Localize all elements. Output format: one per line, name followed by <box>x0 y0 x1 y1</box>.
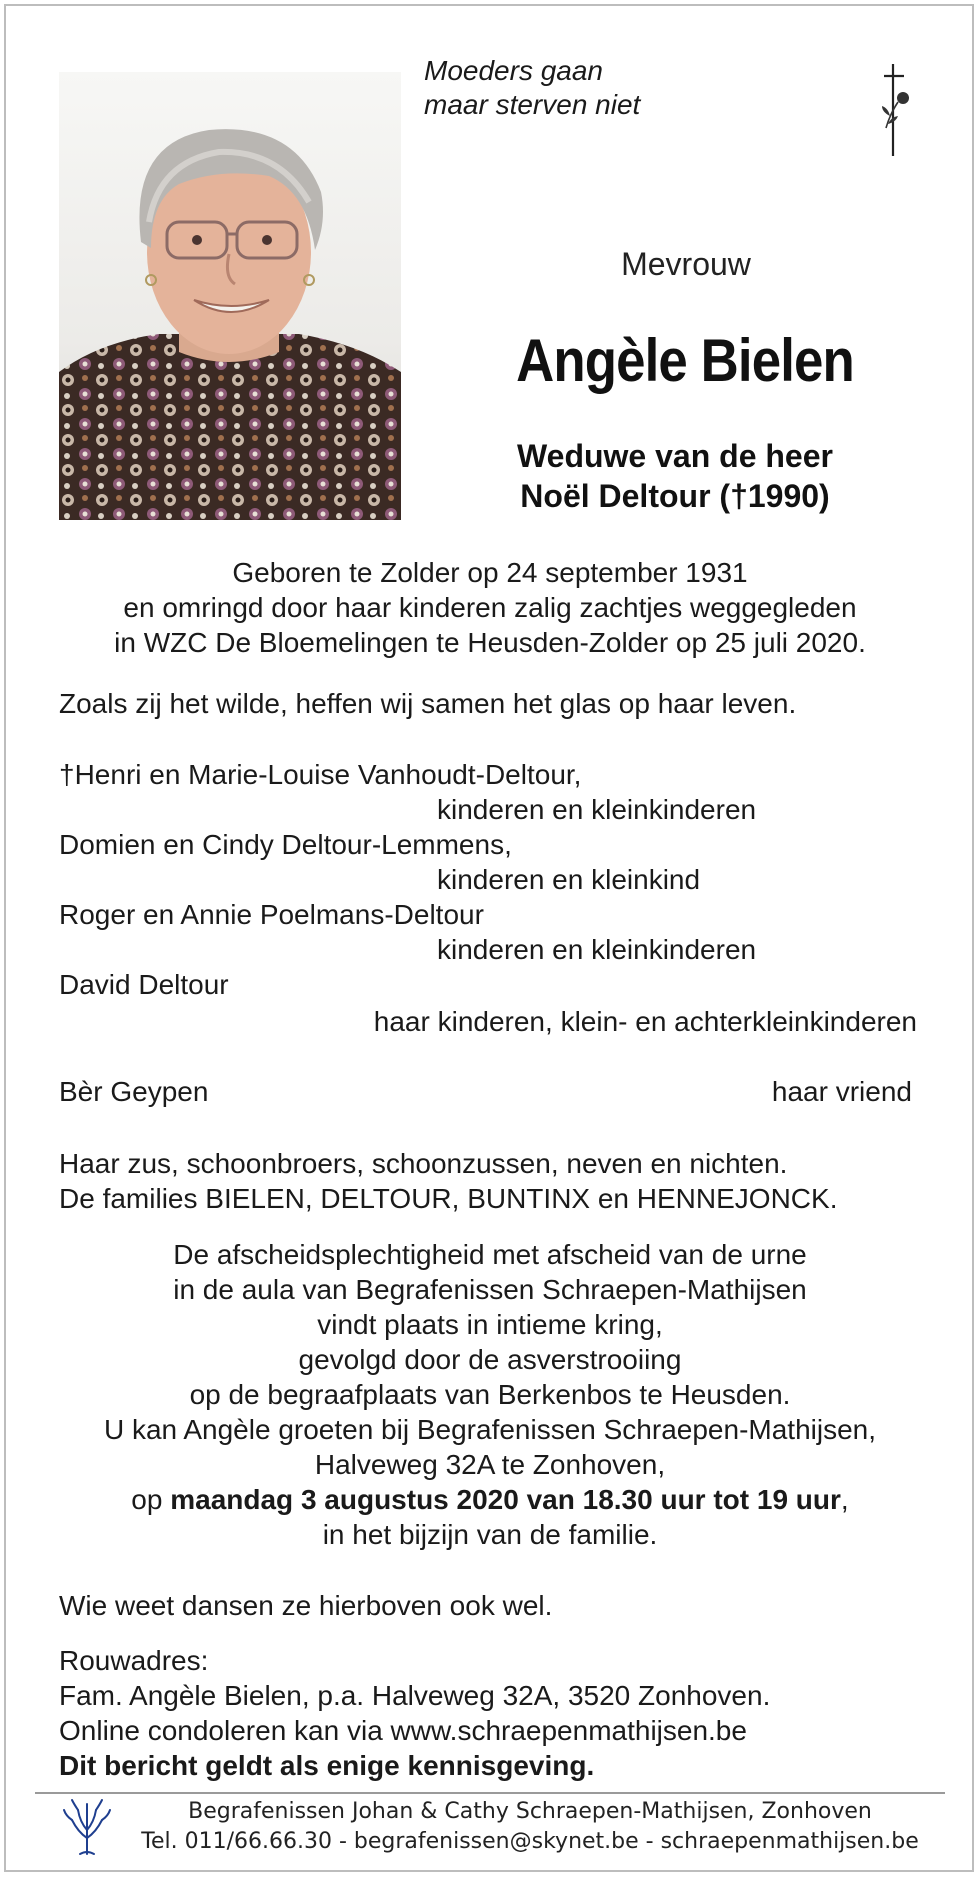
ceremony-line-6: U kan Angèle groeten bij Begrafenissen Schraepen-Mathijsen, <box>103 1414 877 1445</box>
widow-line-2: Noël Deltour (†1990) <box>520 478 830 514</box>
closing-text: Wie weet dansen ze hierboven ook wel. <box>59 1590 553 1621</box>
birth-line-1: Geboren te Zolder op 24 september 1931 <box>232 557 748 588</box>
ceremony-text <box>40 1237 940 1552</box>
footer <box>120 1797 940 1857</box>
portrait-photo <box>59 72 401 520</box>
cross-with-rose-icon <box>876 62 916 158</box>
motto <box>424 54 640 122</box>
family-sub-1: kinderen en kleinkinderen <box>437 794 757 825</box>
motto-line-1: Moeders gaan <box>424 55 604 86</box>
wish-text: Zoals zij het wilde, heffen wij samen het glas op haar leven. <box>59 688 797 719</box>
ceremony-date-suffix: , <box>840 1484 849 1515</box>
family-summary: haar kinderen, klein- en achterkleinkinderen <box>373 1006 917 1037</box>
birth-line-2: en omringd door haar kinderen zalig zachtjes weggegleden <box>123 592 857 623</box>
condolence-line: Online condoleren kan via www.schraepenmathijsen.be <box>59 1715 747 1746</box>
ceremony-line-2: in de aula van Begrafenissen Schraepen-Mathijsen <box>173 1274 807 1305</box>
ceremony-date: maandag 3 augustus 2020 van 18.30 uur tot 19 uur <box>170 1484 841 1515</box>
ceremony-line-7: Halveweg 32A te Zonhoven, <box>314 1449 666 1480</box>
family-name-3: Roger en Annie Poelmans-Deltour <box>59 899 484 930</box>
deceased-name: Angèle Bielen <box>516 327 854 394</box>
tree-logo-icon <box>60 1798 114 1856</box>
address-line-1: Fam. Angèle Bielen, p.a. Halveweg 32A, 3520 Zonhoven. <box>59 1680 771 1711</box>
address-label: Rouwadres: <box>59 1645 209 1676</box>
ceremony-date-prefix: op <box>131 1484 171 1515</box>
widow-of <box>440 436 910 516</box>
friend-role: haar vriend <box>771 1076 912 1107</box>
relatives-line-1: Haar zus, schoonbroers, schoonzussen, neven en nichten. <box>59 1148 788 1179</box>
footer-divider <box>35 1792 945 1794</box>
birth-death-text <box>40 555 940 660</box>
relatives-line-2: De families BIELEN, DELTOUR, BUNTINX en HENNEJONCK. <box>59 1183 838 1214</box>
family-name-4: David Deltour <box>59 969 229 1000</box>
ceremony-line-3: vindt plaats in intieme kring, <box>317 1309 663 1340</box>
salutation: Mevrouw <box>621 246 751 282</box>
ceremony-line-9: in het bijzijn van de familie. <box>322 1519 658 1550</box>
ceremony-line-4: gevolgd door de asverstrooiing <box>298 1344 682 1375</box>
ceremony-line-5: op de begraafplaats van Berkenbos te Heusden. <box>189 1379 791 1410</box>
family-sub-3: kinderen en kleinkinderen <box>437 934 757 965</box>
family-name-2: Domien en Cindy Deltour-Lemmens, <box>59 829 512 860</box>
motto-line-2: maar sterven niet <box>424 89 641 120</box>
footer-line-2: Tel. 011/66.66.30 - begrafenissen@skynet.be - schraepenmathijsen.be <box>141 1829 919 1854</box>
notice-line: Dit bericht geldt als enige kennisgeving. <box>59 1750 595 1781</box>
widow-line-1: Weduwe van de heer <box>517 438 833 474</box>
birth-line-3: in WZC De Bloemelingen te Heusden-Zolder op 25 juli 2020. <box>114 627 866 658</box>
family-sub-2: kinderen en kleinkind <box>437 864 701 895</box>
ceremony-line-1: De afscheidsplechtigheid met afscheid van de urne <box>173 1239 807 1270</box>
family-name-1: †Henri en Marie-Louise Vanhoudt-Deltour, <box>59 759 582 790</box>
ceremony-line-8 <box>40 1482 940 1517</box>
footer-line-1: Begrafenissen Johan & Cathy Schraepen-Mathijsen, Zonhoven <box>188 1799 872 1824</box>
friend-name: Bèr Geypen <box>59 1076 209 1107</box>
